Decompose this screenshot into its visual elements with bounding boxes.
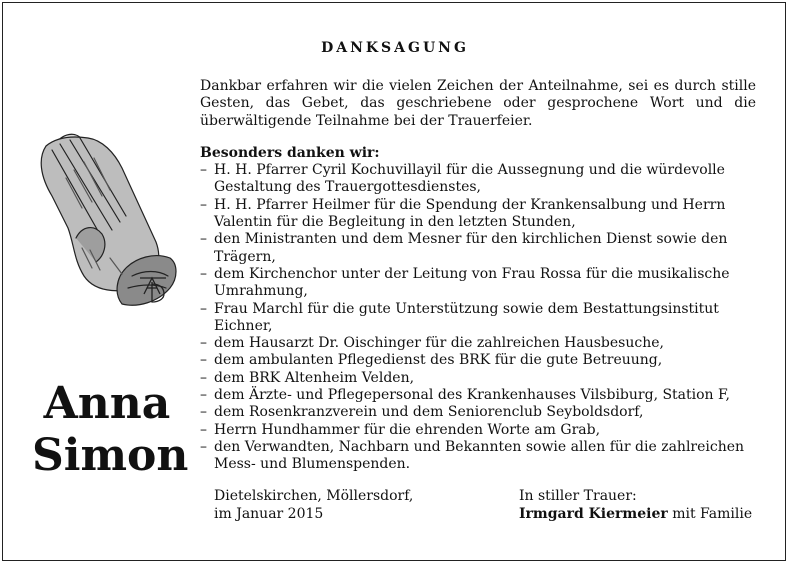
footer-place-date xyxy=(214,488,413,523)
family-text: mit Familie xyxy=(672,505,753,522)
place-text: Dietelskirchen, Möllersdorf, xyxy=(214,488,414,504)
mourner-name: Irmgard Kiermeier xyxy=(519,505,668,522)
trauer-label: In stiller Trauer: xyxy=(519,488,637,504)
list-item: – dem Kirchenchor unter der Leitung von Frau Rossa für die musikalische Umrahmung, xyxy=(200,266,756,301)
list-item: – dem BRK Altenheim Velden, xyxy=(200,370,756,387)
list-item: – H. H. Pfarrer Cyril Kochuvillayil für die Aussegnung und die würdevolle Gestaltung des Trauergottesdienstes, xyxy=(200,162,756,197)
deceased-name xyxy=(32,378,189,482)
list-item: – Herrn Hundhammer für die ehrenden Worte am Grab, xyxy=(200,422,756,439)
mourner-line xyxy=(519,506,752,524)
thanks-list xyxy=(200,162,756,473)
intro-paragraph: Dankbar erfahren wir die vielen Zeichen der Anteilnahme, sei es durch stille Gesten, das Gebet, das geschriebene oder gesprochene Wort und die überwältigende Teilnahme bei der Trauerfeier. xyxy=(200,78,756,129)
list-item: – Frau Marchl für die gute Unterstützung sowie dem Bestattungsinstitut Eichner, xyxy=(200,301,756,336)
list-item: – den Verwandten, Nachbarn und Bekannten sowie allen für die zahlreichen Mess- und Blumenspenden. xyxy=(200,439,756,474)
footer-mourners xyxy=(519,488,752,523)
praying-hands-icon xyxy=(22,118,182,318)
date-text: im Januar 2015 xyxy=(214,505,324,522)
page-title: DANKSAGUNG xyxy=(321,40,469,56)
thanks-heading: Besonders danken wir: xyxy=(200,144,380,161)
deceased-last-name: Simon xyxy=(32,430,189,481)
main-text xyxy=(200,78,756,474)
list-item: – den Ministranten und dem Mesner für den kirchlichen Dienst sowie den Trägern, xyxy=(200,231,756,266)
list-item: – dem Ärzte- und Pflegepersonal des Krankenhauses Vilsbiburg, Station F, xyxy=(200,387,756,404)
list-item: – dem Rosenkranzverein und dem Seniorenclub Seyboldsdorf, xyxy=(200,404,756,421)
list-item: – dem Hausarzt Dr. Oischinger für die zahlreichen Hausbesuche, xyxy=(200,335,756,352)
list-item: – dem ambulanten Pflegedienst des BRK für die gute Betreuung, xyxy=(200,352,756,369)
list-item: – H. H. Pfarrer Heilmer für die Spendung der Krankensalbung und Herrn Valentin für die Begleitung in den letzten Stunden, xyxy=(200,197,756,232)
deceased-first-name: Anna xyxy=(43,378,171,429)
